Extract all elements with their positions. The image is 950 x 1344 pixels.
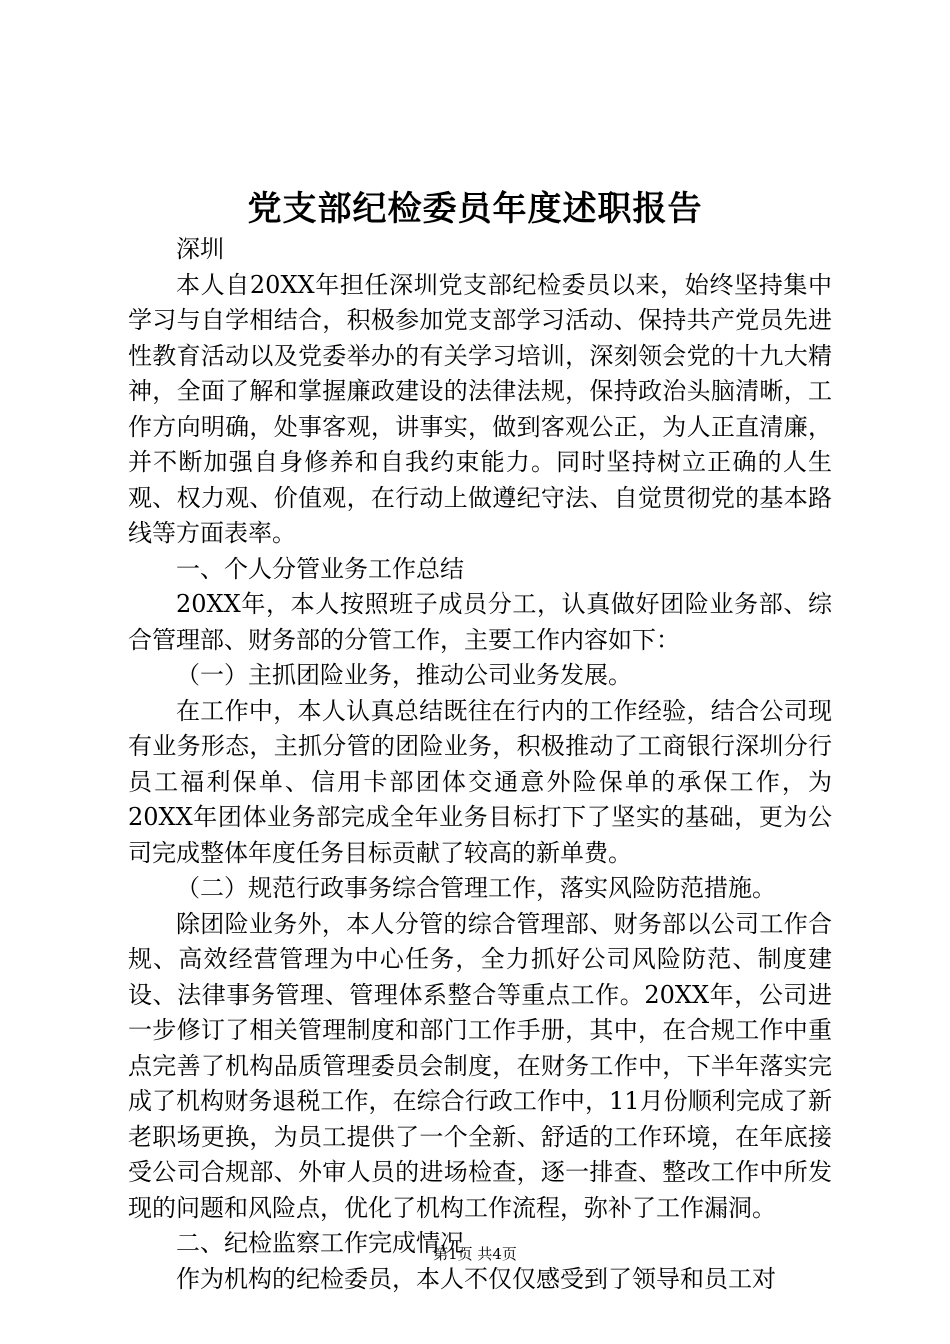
paragraph-group-insurance: 在工作中，本人认真总结既往在行内的工作经验，结合公司现有业务形态，主抓分管的团险业务，积极推动了工商银行深圳分行员工福利保单、信用卡部团体交通意外险保单的承保工作，为20XX年团体业务部完成全年业务目标打下了坚实的基础，更为公司完成整体年度任务目标贡献了较高的新单费。 bbox=[128, 696, 832, 867]
document-body bbox=[128, 232, 832, 1297]
paragraph-duties: 20XX年，本人按照班子成员分工，认真做好团险业务部、综合管理部、财务部的分管工作，主要工作内容如下： bbox=[128, 590, 832, 654]
paragraph-discipline: 作为机构的纪检委员，本人不仅仅感受到了领导和员工对 bbox=[176, 1264, 776, 1293]
paragraph-location: 深圳 bbox=[176, 235, 224, 263]
paragraph-admin: 除团险业务外，本人分管的综合管理部、财务部以公司工作合规、高效经营管理为中心任务，全力抓好公司风险防范、制度建设、法律事务管理、管理体系整合等重点工作。20XX年，公司进一步修订了相关管理制度和部门工作手册，其中，在合规工作中重点完善了机构品质管理委员会制度，在财务工作中，下半年落实完成了机构财务退税工作，在综合行政工作中，11月份顺利完成了新老职场更换，为员工提供了一个全新、舒适的工作环境，在年底接受公司合规部、外审人员的进场检查，逐一排查、整改工作中所发现的问题和风险点，优化了机构工作流程，弥补了工作漏洞。 bbox=[128, 909, 832, 1222]
subsection-heading-1: （一）主抓团险业务，推动公司业务发展。 bbox=[176, 661, 632, 689]
document-title: 党支部纪检委员年度述职报告 bbox=[247, 189, 703, 229]
section-heading-1: 一、个人分管业务工作总结 bbox=[176, 554, 464, 583]
paragraph-intro: 本人自20XX年担任深圳党支部纪检委员以来，始终坚持集中学习与自学相结合，积极参加党支部学习活动、保持共产党员先进性教育活动以及党委举办的有关学习培训，深刻领会党的十九大精神，全面了解和掌握廉政建设的法律法规，保持政治头脑清晰，工作方向明确，处事客观，讲事实，做到客观公正，为人正直清廉，并不断加强自身修养和自我约束能力。同时坚持树立正确的人生观、权力观、价值观，在行动上做遵纪守法、自觉贯彻党的基本路线等方面表率。 bbox=[128, 270, 832, 547]
subsection-heading-2: （二）规范行政事务综合管理工作，落实风险防范措施。 bbox=[176, 874, 776, 902]
section-heading-2: 二、纪检监察工作完成情况 bbox=[176, 1229, 464, 1257]
page-footer: 第1页 共4页 bbox=[433, 1245, 517, 1263]
